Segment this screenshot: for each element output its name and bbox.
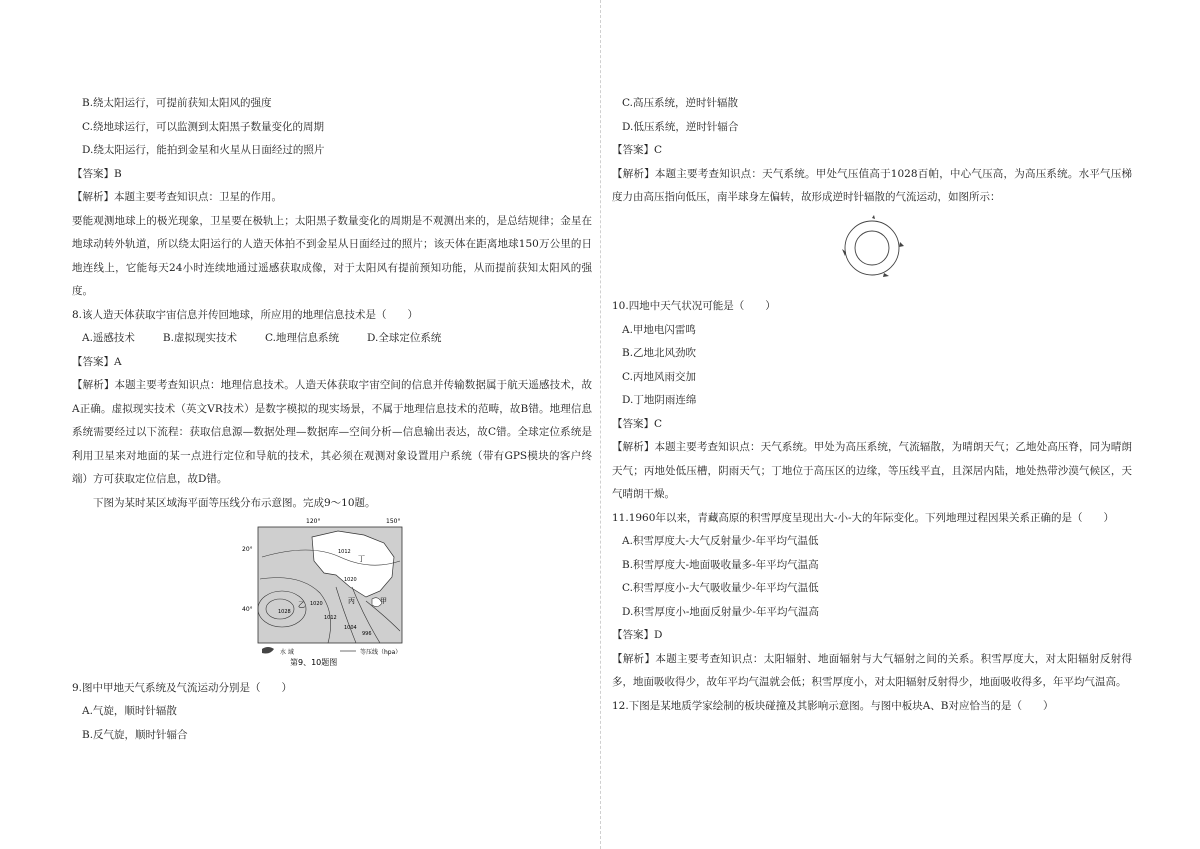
inner-circle bbox=[855, 231, 889, 265]
isobar-label: 1004 bbox=[344, 625, 357, 631]
q10-analysis: 【解析】本题主要考查知识点：天气系统。甲处为高压系统，气流辐散，为晴朗天气；乙地处高压脊，同为晴朗天气；丙地处低压槽，阴雨天气；丁地位于高压区的边缘，等压线平直，且深居内陆，地处热带沙漠气候区，天气晴朗干燥。 bbox=[612, 441, 1132, 500]
q9-option-a: A.气旋，顺时针辐散 bbox=[82, 705, 177, 717]
q12-stem: 12.下图是某地质学家绘制的板块碰撞及其影响示意图。与图中板块A、B对应恰当的是（ ） bbox=[612, 699, 1054, 712]
q11-answer: 【答案】D bbox=[612, 629, 663, 641]
q11-analysis: 【解析】本题主要考查知识点：太阳辐射、地面辐射与大气辐射之间的关系。积雪厚度大，对太阳辐射反射得多，地面吸收得少，故年平均气温就会低；积雪厚度小，对太阳辐射反射得少，地面吸收得多，年平均气温高。 bbox=[612, 652, 1132, 688]
place-bing: 丙 bbox=[348, 597, 355, 605]
q7-option-b: B.绕太阳运行，可提前获知太阳风的强度 bbox=[82, 97, 272, 109]
q11-option-a: A.积雪厚度大-大气反射量少-年平均气温低 bbox=[622, 535, 819, 547]
q8-stem: 8.该人造天体获取宇宙信息并传回地球，所应用的地理信息技术是（ ） bbox=[72, 308, 419, 321]
isobar-label: 1020 bbox=[344, 577, 357, 583]
q10-option-b: B.乙地北风劲吹 bbox=[622, 347, 697, 359]
left-column bbox=[72, 92, 592, 747]
q10-stem: 10.四地中天气状况可能是（ ） bbox=[612, 300, 776, 312]
legend-water-swatch bbox=[262, 647, 274, 654]
isobar-label: 1012 bbox=[338, 549, 351, 555]
q10-option-c: C.丙地风雨交加 bbox=[622, 370, 696, 383]
place-jia: 甲 bbox=[380, 597, 387, 605]
q9-option-c: C.高压系统，逆时针辐散 bbox=[622, 97, 738, 109]
q11-stem: 11.1960年以来，青藏高原的积雪厚度呈现出大-小-大的年际变化。下列地理过程因果关系正确的是（ ） bbox=[612, 511, 1115, 524]
figure-intro: 下图为某时某区域海平面等压线分布示意图。完成9～10题。 bbox=[93, 496, 376, 509]
q8-option-c: C.地理信息系统 bbox=[264, 332, 339, 344]
arrow-icon bbox=[899, 242, 904, 247]
q9-option-d: D.低压系统，逆时针辐合 bbox=[622, 120, 739, 133]
q8-option-a: A.遥感技术 bbox=[82, 332, 135, 344]
q11-option-c: C.积雪厚度小-大气吸收量少-年平均气温低 bbox=[622, 582, 819, 594]
q8-answer: 【答案】A bbox=[72, 355, 122, 368]
q7-option-c: C.绕地球运行，可以监测到太阳黑子数量变化的周期 bbox=[82, 120, 324, 133]
isobar-label: 996 bbox=[362, 631, 372, 637]
anticyclone-diagram bbox=[834, 214, 914, 282]
q9-stem: 9.图中甲地天气系统及气流运动分别是（ ） bbox=[72, 681, 293, 694]
q7-analysis-title: 【解析】本题主要考查知识点：卫星的作用。 bbox=[72, 191, 282, 203]
legend-water: 水 域 bbox=[280, 649, 294, 656]
right-column bbox=[612, 92, 1132, 718]
q7-option-d: D.绕太阳运行，能拍到金星和火星从日面经过的照片 bbox=[82, 144, 325, 156]
q9-answer: 【答案】C bbox=[612, 144, 663, 156]
q10-option-a: A.甲地电闪雷鸣 bbox=[622, 323, 696, 336]
isobar-map bbox=[240, 517, 410, 667]
place-ding: 丁 bbox=[358, 555, 365, 563]
isobar-label: 1028 bbox=[278, 609, 291, 615]
arrow-icon bbox=[872, 215, 875, 219]
q8-option-b: B.虚拟现实技术 bbox=[162, 332, 237, 344]
legend-isobar: 等压线（hpa） bbox=[360, 649, 402, 656]
place-yi: 乙 bbox=[298, 601, 305, 609]
q10-answer: 【答案】C bbox=[612, 417, 663, 430]
arrow-icon bbox=[883, 273, 889, 277]
q9-analysis: 【解析】本题主要考查知识点：天气系统。甲处气压值高于1028百帕，中心气压高，为高压系统。水平气压梯度力由高压指向低压，南半球身左偏转，故形成逆时针辐散的气流运动，如图所示： bbox=[612, 167, 1132, 203]
q7-analysis-body: 要能观测地球上的极光现象，卫星要在极轨上；太阳黑子数量变化的周期是不观测出来的，是总结规律；金星在地球动转外轨道，所以绕太阳运行的人造天体拍不到金星从日面经过的照片；该天体在距离地球150万公里的日地连线上，它能每天24小时连续地通过遥感获取成像，对于太阳风有提前预知功能，从而提前获知太阳风的强度。 bbox=[72, 214, 592, 297]
q8-option-d: D.全球定位系统 bbox=[366, 332, 442, 344]
map-lat-40: 40° bbox=[242, 606, 253, 613]
q10-option-d: D.丁地阴雨连绵 bbox=[622, 394, 697, 406]
q8-analysis: 【解析】本题主要考查知识点：地理信息技术。人造天体获取宇宙空间的信息并传输数据属于航天遥感技术，故A正确。虚拟现实技术（英文VR技术）是数字模拟的现实场景，不属于地理信息技术的范畴，故B错。地理信息系统需要经过以下流程：获取信息源—数据处理—数据库—空间分析—信息输出表达，故C错。全球定位系统是利用卫星来对地面的某一点进行定位和导航的技术，其必须在观测对象设置用户系统（带有GPS模块的客户终端）方可获取定位信息，故D错。 bbox=[72, 379, 592, 485]
map-lon-150: 150° bbox=[386, 518, 401, 525]
q7-answer: 【答案】B bbox=[72, 167, 122, 180]
map-caption: 第9、10题图 bbox=[290, 658, 338, 667]
q11-option-b: B.积雪厚度大-地面吸收量多-年平均气温高 bbox=[622, 558, 819, 571]
map-lon-120: 120° bbox=[306, 518, 321, 525]
map-lat-20: 20° bbox=[242, 546, 253, 553]
q9-option-b: B.反气旋，顺时针辐合 bbox=[82, 728, 188, 741]
q8-options bbox=[72, 327, 592, 351]
isobar-label: 1012 bbox=[324, 615, 337, 621]
isobar-label: 1020 bbox=[310, 601, 323, 607]
outer-circle bbox=[845, 221, 899, 275]
column-divider bbox=[600, 0, 601, 849]
q11-option-d: D.积雪厚度小-地面反射量少-年平均气温高 bbox=[622, 605, 819, 618]
